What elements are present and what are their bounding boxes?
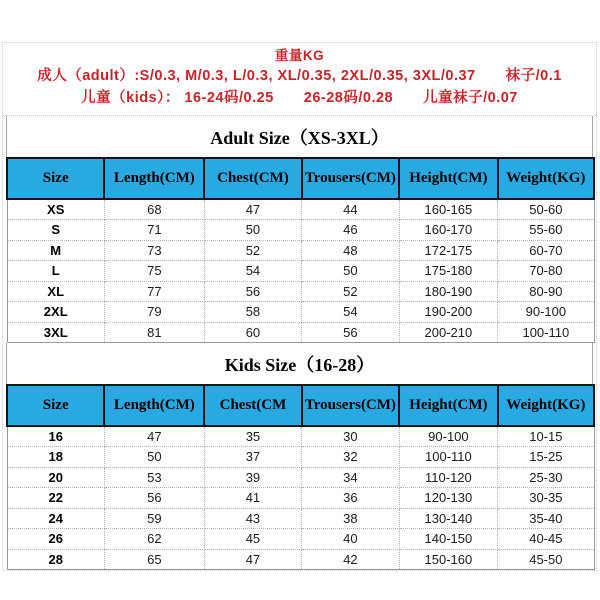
value-cell: 34 — [302, 467, 399, 488]
value-cell: 52 — [204, 240, 301, 261]
size-cell: S — [7, 220, 104, 241]
value-cell: 180-190 — [399, 281, 498, 302]
value-cell: 62 — [104, 529, 204, 550]
column-header: Trousers(CM) — [302, 158, 399, 199]
table-row — [7, 302, 594, 323]
value-cell: 100-110 — [498, 322, 594, 343]
size-chart-sheet — [2, 42, 597, 571]
value-cell: 35-40 — [498, 508, 594, 529]
value-cell: 50-60 — [498, 199, 594, 220]
value-cell: 44 — [302, 199, 399, 220]
value-cell: 36 — [302, 488, 399, 509]
value-cell: 43 — [204, 508, 301, 529]
value-cell: 56 — [204, 281, 301, 302]
value-cell: 75 — [104, 261, 204, 282]
table-row — [7, 529, 594, 550]
table-row — [7, 488, 594, 509]
size-cell: L — [7, 261, 104, 282]
size-cell: 28 — [7, 549, 104, 570]
table-row — [7, 220, 594, 241]
value-cell: 25-30 — [498, 467, 594, 488]
value-cell: 68 — [104, 199, 204, 220]
column-header: Trousers(CM) — [302, 385, 399, 426]
value-cell: 38 — [302, 508, 399, 529]
value-cell: 53 — [104, 467, 204, 488]
value-cell: 48 — [302, 240, 399, 261]
column-header: Height(CM) — [399, 385, 498, 426]
value-cell: 60-70 — [498, 240, 594, 261]
value-cell: 90-100 — [498, 302, 594, 323]
value-cell: 65 — [104, 549, 204, 570]
weight-notice — [3, 43, 596, 116]
size-cell: M — [7, 240, 104, 261]
size-cell: 2XL — [7, 302, 104, 323]
value-cell: 90-100 — [399, 426, 498, 447]
value-cell: 42 — [302, 549, 399, 570]
value-cell: 140-150 — [399, 529, 498, 550]
value-cell: 81 — [104, 322, 204, 343]
value-cell: 54 — [204, 261, 301, 282]
value-cell: 45-50 — [498, 549, 594, 570]
value-cell: 40 — [302, 529, 399, 550]
adult-size-title: Adult Size（XS-3XL） — [6, 116, 593, 157]
column-header: Length(CM) — [104, 385, 204, 426]
weight-notice-title: 重量KG — [274, 48, 325, 63]
size-cell: XL — [7, 281, 104, 302]
table-row — [7, 467, 594, 488]
value-cell: 130-140 — [399, 508, 498, 529]
column-header: Weight(KG) — [498, 158, 594, 199]
value-cell: 52 — [302, 281, 399, 302]
value-cell: 50 — [204, 220, 301, 241]
value-cell: 80-90 — [498, 281, 594, 302]
column-header: Weight(KG) — [498, 385, 594, 426]
kids-weight-line: 儿童（kids）： 16-24码/0.25 26-28码/0.28 儿童袜子/0.07 — [81, 90, 518, 106]
value-cell: 41 — [204, 488, 301, 509]
column-header: Size — [7, 385, 104, 426]
adult-table-header-row — [7, 158, 594, 199]
adult-size-table — [6, 157, 595, 343]
table-row — [7, 281, 594, 302]
kids-table-header-row — [7, 385, 594, 426]
value-cell: 47 — [204, 549, 301, 570]
size-cell: 18 — [7, 447, 104, 468]
size-cell: 26 — [7, 529, 104, 550]
value-cell: 60 — [204, 322, 301, 343]
value-cell: 30 — [302, 426, 399, 447]
value-cell: 100-110 — [399, 447, 498, 468]
value-cell: 59 — [104, 508, 204, 529]
value-cell: 15-25 — [498, 447, 594, 468]
size-cell: 24 — [7, 508, 104, 529]
value-cell: 175-180 — [399, 261, 498, 282]
value-cell: 160-170 — [399, 220, 498, 241]
value-cell: 200-210 — [399, 322, 498, 343]
table-row — [7, 322, 594, 343]
value-cell: 50 — [302, 261, 399, 282]
value-cell: 79 — [104, 302, 204, 323]
value-cell: 46 — [302, 220, 399, 241]
column-header: Chest(CM) — [204, 158, 301, 199]
value-cell: 58 — [204, 302, 301, 323]
value-cell: 71 — [104, 220, 204, 241]
table-row — [7, 508, 594, 529]
value-cell: 10-15 — [498, 426, 594, 447]
value-cell: 77 — [104, 281, 204, 302]
value-cell: 55-60 — [498, 220, 594, 241]
value-cell: 110-120 — [399, 467, 498, 488]
value-cell: 150-160 — [399, 549, 498, 570]
kids-size-table — [6, 384, 595, 570]
table-row — [7, 240, 594, 261]
value-cell: 70-80 — [498, 261, 594, 282]
size-cell: 22 — [7, 488, 104, 509]
value-cell: 30-35 — [498, 488, 594, 509]
size-cell: 16 — [7, 426, 104, 447]
value-cell: 45 — [204, 529, 301, 550]
value-cell: 73 — [104, 240, 204, 261]
column-header: Height(CM) — [399, 158, 498, 199]
value-cell: 50 — [104, 447, 204, 468]
value-cell: 120-130 — [399, 488, 498, 509]
value-cell: 190-200 — [399, 302, 498, 323]
value-cell: 54 — [302, 302, 399, 323]
column-header: Size — [7, 158, 104, 199]
value-cell: 37 — [204, 447, 301, 468]
size-cell: 3XL — [7, 322, 104, 343]
value-cell: 39 — [204, 467, 301, 488]
value-cell: 56 — [104, 488, 204, 509]
table-row — [7, 261, 594, 282]
table-row — [7, 426, 594, 447]
value-cell: 47 — [204, 199, 301, 220]
value-cell: 35 — [204, 426, 301, 447]
value-cell: 32 — [302, 447, 399, 468]
value-cell: 160-165 — [399, 199, 498, 220]
value-cell: 40-45 — [498, 529, 594, 550]
table-row — [7, 447, 594, 468]
table-row — [7, 199, 594, 220]
value-cell: 47 — [104, 426, 204, 447]
table-row — [7, 549, 594, 570]
adult-weight-line: 成人（adult）:S/0.3, M/0.3, L/0.3, XL/0.35, 2XL/0.35, 3XL/0.37 袜子/0.1 — [37, 68, 562, 84]
column-header: Length(CM) — [104, 158, 204, 199]
size-cell: XS — [7, 199, 104, 220]
value-cell: 172-175 — [399, 240, 498, 261]
column-header: Chest(CM — [204, 385, 301, 426]
value-cell: 56 — [302, 322, 399, 343]
size-cell: 20 — [7, 467, 104, 488]
kids-size-title: Kids Size（16-28） — [6, 343, 593, 384]
